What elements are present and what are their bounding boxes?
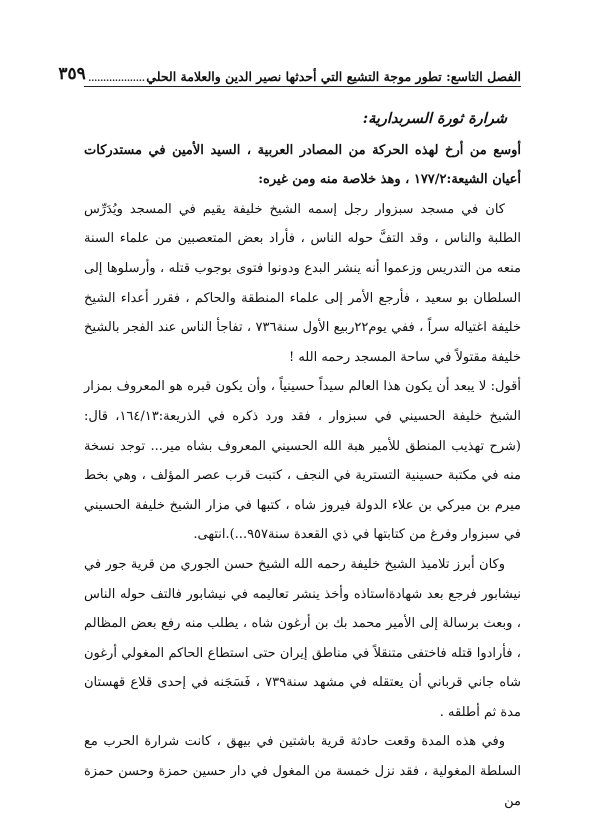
page-number: ٣٥٩: [58, 64, 86, 84]
paragraph-students: وكان أبرز تلاميذ الشيخ خليفة رحمه الله الشيخ حسن الجوري من قرية جور في نيشابور فرجع بعد شهادةاستاذه وأخذ ينشر تعاليمه في نيشابور فالتف حوله الناس ، وبعث برسالة إلى الأمير محمد بك بن أرغون شاه ، يطلب منه رفع بعض المظالم ، فأرادوا قتله فاختفى متنقلاً في مناطق إيران حتى استطاع الحاكم المغولي أرغون شاه جاني قرباني أن يعتقله في مشهد سنة٧٣٩ ، فَسَجَنه في إحدى قلاع قهستان مدة ثم أطلقه .: [84, 556, 522, 720]
paragraph-intro: أوسع من أرخ لهذه الحركة من المصادر العربية ، السيد الأمين في مستدركات أعيان الشيعة:١٧٧/٢ ، وهذ خلاصة منه ومن غيره:: [84, 142, 521, 188]
body-text: [84, 104, 521, 816]
chapter-title: الفصل التاسع: تطور موجة التشيع التي أحدثها نصير الدين والعلامة الحلي: [146, 69, 521, 84]
paragraph-incident: وفي هذه المدة وقعت حادثة قرية باشتين في بيهق ، كانت شرارة الحرب مع السلطة المغولية ، فقد نزل خمسة من المغول في دار حسين حمزة وحسن حمزة من: [84, 734, 521, 809]
paragraph-commentary: أقول: لا يبعد أن يكون هذا العالم سيداً حسينياً ، وأن يكون قبره هو المعروف بمزار الشيخ خليفة الحسيني في سبزوار ، فقد ورد ذكره في الذريعة:١٦٤/١٣، قال: (شرح تهذيب المنطق للأمير هبة الله الحسيني المعروف بشاه مير... توجد نسخة منه في مكتبة حسينية التسترية في النجف ، كتبت قرب عصر المؤلف ، وهي بخط ميرم بن ميركي بن علاء الدولة فيروز شاه ، كتبها في مزار الشيخ خليفة الحسيني في سبزوار وفرغ من كتابتها في ذي القعدة سنة٩٥٧...).انتهى.: [84, 379, 521, 543]
section-heading: شرارة ثورة السربدارية:: [362, 110, 507, 127]
running-header: [58, 60, 521, 84]
header-divider: [84, 86, 521, 87]
leader-dots: ...................: [87, 69, 145, 84]
paragraph-narrative: كان في مسجد سبزوار رجل إسمه الشيخ خليفة يقيم في المسجد ويُدَرِّس الطلبة والناس ، وقد التفَّ حوله الناس ، فأراد بعض المتعصبين من علماء السنة منعه من التدريس وزعموا أنه ينشر البدع ودونوا فتوى بوجوب قتله ، وأرسلوها إلى السلطان بو سعيد ، فأرجع الأمر إلى علماء المنطقة والحاكم ، فقرر أعداء الشيخ خليفة اغتياله سراً ، ففي يوم٢٢ربيع الأول سنة٧٣٦ ، تفاجأ الناس عند الفجر بالشيخ خليفة مقتولاً في ساحة المسجد رحمه الله !: [84, 201, 522, 365]
